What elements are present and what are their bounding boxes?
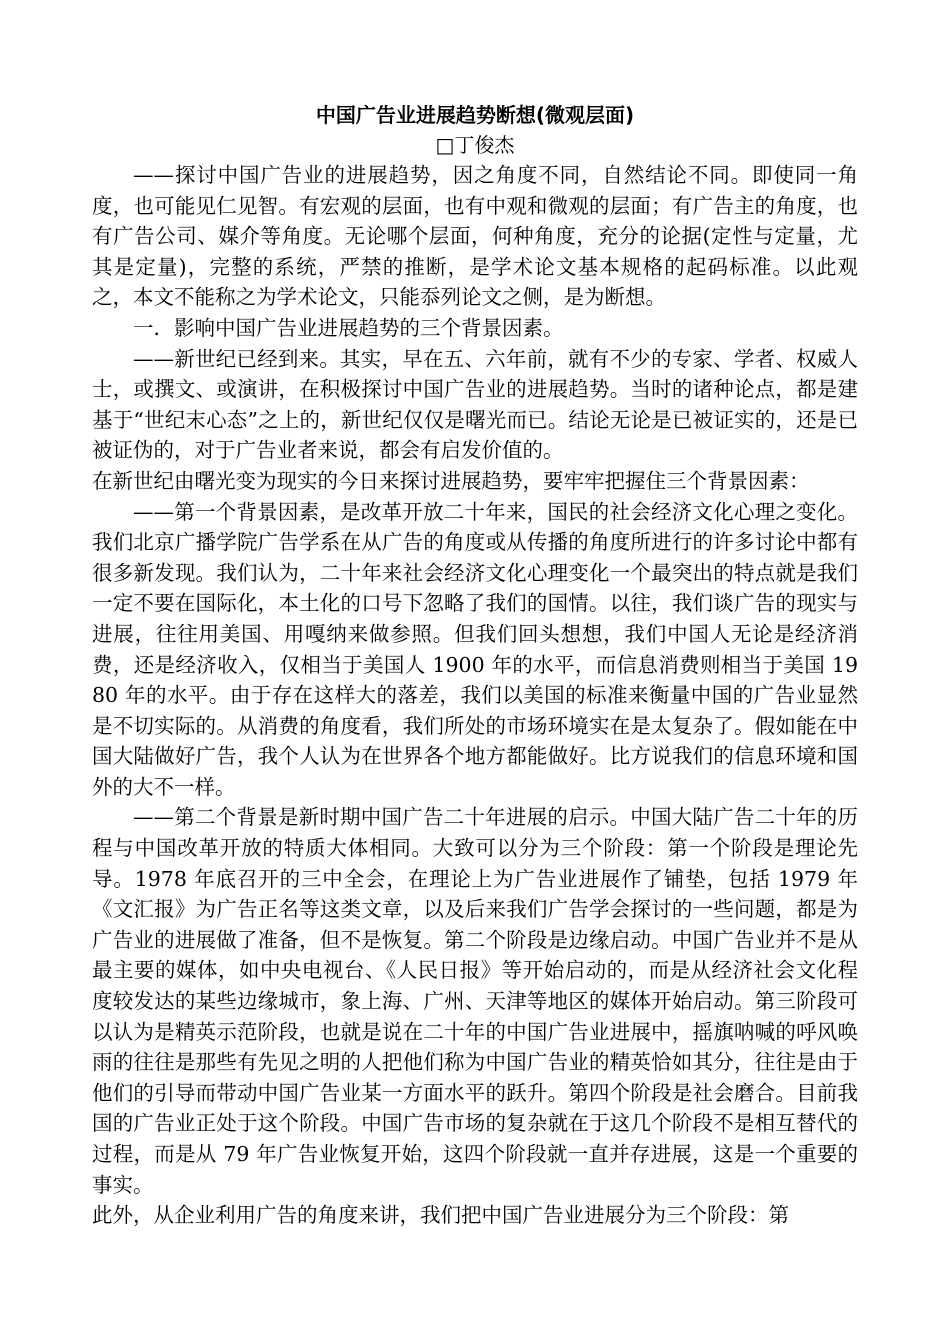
document-title: 中国广告业进展趋势断想(微观层面) <box>315 103 635 127</box>
body-paragraph: 在新世纪由曙光变为现实的今日来探讨进展趋势，要牢牢把握住三个背景因素： <box>92 468 810 493</box>
body-paragraph: ——第二个背景是新时期中国广告二十年进展的启示。中国大陆广告二十年的历程与中国改革开放的特质大体相同。大致可以分为三个阶段：第一个阶段是理论先导。1978 年底召开的三中全会，在理论上为广告业进展作了铺垫，包括 1979 年《文汇报》为广告正名等这类文章，以及后来我们广告学会探讨的一些问题，都是为广告业的进展做了准备，但不是恢复。第二个阶段是边缘启动。中国广告业并不是从最主要的媒体，如中央电视台、《人民日报》等开始启动的，而是从经济社会文化程度较发达的某些边缘城市，象上海、广州、天津等地区的媒体开始启动。第三阶段可以认为是精英示范阶段，也就是说在二十年的中国广告业进展中，摇旗呐喊的呼风唤雨的往往是那些有先见之明的人把他们称为中国广告业的精英恰如其分，往往是由于他们的引导而带动中国广告业某一方面水平的跃升。第四个阶段是社会磨合。目前我国的广告业正处于这个阶段。中国广告市场的复杂就在于这几个阶段不是相互替代的过程，而是从 79 年广告业恢复开始，这四个阶段就一直并存进展，这是一个重要的事实。 <box>92 805 858 1197</box>
body-paragraph: 此外，从企业利用广告的角度来讲，我们把中国广告业进展分为三个阶段：第 <box>92 1203 789 1228</box>
body-paragraph: ——第一个背景因素，是改革开放二十年来，国民的社会经济文化心理之变化。我们北京广播学院广告学系在从广告的角度或从传播的角度所进行的许多讨论中都有很多新发现。我们认为，二十年来社会经济文化心理变化一个最突出的特点就是我们一定不要在国际化，本土化的口号下忽略了我们的国情。以往，我们谈广告的现实与进展，往往用美国、用嘎纳来做参照。但我们回头想想，我们中国人无论是经济消费，还是经济收入，仅相当于美国人 1900 年的水平，而信息消费则相当于美国 1980 年的水平。由于存在这样大的落差，我们以美国的标准来衡量中国的广告业显然是不切实际的。从消费的角度看，我们所处的市场环境实在是太复杂了。假如能在中国大陆做好广告，我个人认为在世界各个地方都能做好。比方说我们的信息环境和国外的大不一样。 <box>92 499 858 799</box>
body-paragraph: ——探讨中国广告业的进展趋势，因之角度不同，自然结论不同。即使同一角度，也可能见仁见智。有宏观的层面，也有中观和微观的层面；有广告主的角度，也有广告公司、媒介等角度。无论哪个层面，何种角度，充分的论据(定性与定量，尤其是定量)，完整的系统，严禁的推断，是学术论文基本规格的起码标准。以此观之，本文不能称之为学术论文，只能忝列论文之侧，是为断想。 <box>92 163 858 310</box>
body-paragraph: 一．影响中国广告业进展趋势的三个背景因素。 <box>133 315 564 340</box>
body-paragraph: ——新世纪已经到来。其实，早在五、六年前，就有不少的专家、学者、权威人士，或撰文、或演讲，在积极探讨中国广告业的进展趋势。当时的诸种论点，都是建基于“世纪末心态”之上的，新世纪仅仅是曙光而已。结论无论是已被证实的，还是已被证伪的，对于广告业者来说，都会有启发价值的。 <box>92 346 858 463</box>
document-body <box>92 160 858 1231</box>
author-byline: □丁俊杰 <box>435 133 515 157</box>
